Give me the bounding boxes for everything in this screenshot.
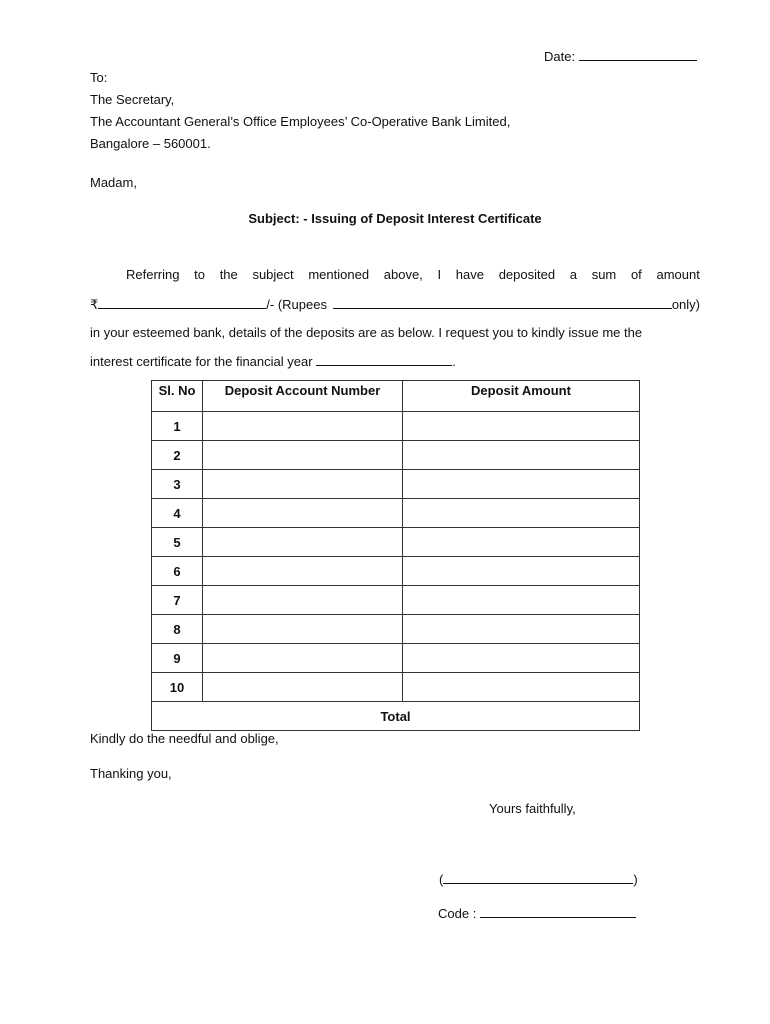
body-word: amount <box>656 267 700 282</box>
sl-no-cell: 6 <box>152 557 203 586</box>
sl-no-cell: 5 <box>152 528 203 557</box>
sl-no-cell: 7 <box>152 586 203 615</box>
table-row <box>152 615 640 644</box>
financial-year-label: interest certificate for the financial year <box>90 354 313 369</box>
account-number-cell[interactable] <box>203 470 403 499</box>
address-line-1: The Secretary, <box>90 92 175 107</box>
total-row <box>152 702 640 731</box>
body-word: to <box>194 267 205 282</box>
deposit-amount-cell[interactable] <box>403 557 640 586</box>
deposit-amount-cell[interactable] <box>403 673 640 702</box>
subject-line: Subject: - Issuing of Deposit Interest Certificate <box>248 211 542 226</box>
sl-no-cell: 4 <box>152 499 203 528</box>
deposit-amount-cell[interactable] <box>403 528 640 557</box>
sig-close-paren: ) <box>633 872 638 887</box>
account-number-cell[interactable] <box>203 644 403 673</box>
account-number-cell[interactable] <box>203 441 403 470</box>
body-word: I <box>437 267 442 282</box>
deposit-amount-cell[interactable] <box>403 586 640 615</box>
code-label: Code : <box>438 906 477 921</box>
sl-no-cell: 3 <box>152 470 203 499</box>
body-word: have <box>455 267 484 282</box>
yours-faithfully: Yours faithfully, <box>489 801 576 816</box>
deposit-amount-cell[interactable] <box>403 412 640 441</box>
signature-line <box>439 871 638 887</box>
header-account-number: Deposit Account Number <box>203 381 403 412</box>
body-word: a <box>569 267 577 282</box>
sl-no-cell: 8 <box>152 615 203 644</box>
deposit-amount-cell[interactable] <box>403 499 640 528</box>
sl-no-cell: 9 <box>152 644 203 673</box>
deposit-amount-cell[interactable] <box>403 644 640 673</box>
signature-field[interactable] <box>443 871 633 884</box>
body-line-4 <box>90 353 700 369</box>
table-row <box>152 441 640 470</box>
account-number-cell[interactable] <box>203 615 403 644</box>
account-number-cell[interactable] <box>203 412 403 441</box>
table-header-row <box>152 381 640 412</box>
date-field[interactable] <box>579 48 697 61</box>
table-row <box>152 412 640 441</box>
table-row <box>152 557 640 586</box>
body-line-2 <box>90 296 700 313</box>
header-deposit-amount: Deposit Amount <box>403 381 640 412</box>
body-line-3: in your esteemed bank, details of the deposits are as below. I request you to kindly issue me the <box>90 325 643 340</box>
deposit-amount-cell[interactable] <box>403 441 640 470</box>
table-row <box>152 499 640 528</box>
body-word: of <box>630 267 642 282</box>
needful-line: Kindly do the needful and oblige, <box>90 731 279 746</box>
body-word: Referring <box>126 267 180 282</box>
total-label: Total <box>152 702 640 731</box>
body-word: sum <box>591 267 617 282</box>
table-row <box>152 673 640 702</box>
period: . <box>452 354 456 369</box>
deposits-table <box>151 380 640 731</box>
deposit-amount-cell[interactable] <box>403 615 640 644</box>
date-label: Date: <box>544 49 576 64</box>
body-line-1 <box>90 267 700 282</box>
body-word: the <box>219 267 238 282</box>
amount-in-words-field[interactable] <box>333 296 672 309</box>
table-row <box>152 470 640 499</box>
table-row <box>152 644 640 673</box>
amount-field[interactable] <box>98 296 266 309</box>
thanking-line: Thanking you, <box>90 766 172 781</box>
code-field[interactable] <box>480 905 636 918</box>
body-word: subject <box>252 267 294 282</box>
address-line-3: Bangalore – 560001. <box>90 136 211 151</box>
header-sl-no: Sl. No <box>152 381 203 412</box>
rupee-symbol: ₹ <box>90 297 99 312</box>
table-row <box>152 528 640 557</box>
sig-open-paren: ( <box>439 872 444 887</box>
sl-no-cell: 10 <box>152 673 203 702</box>
sl-no-cell: 2 <box>152 441 203 470</box>
sl-no-cell: 1 <box>152 412 203 441</box>
rupees-label: /- (Rupees <box>266 297 327 312</box>
body-word: mentioned <box>308 267 370 282</box>
address-line-2: The Accountant General’s Office Employees’ Co-Operative Bank Limited, <box>90 114 511 129</box>
address-to: To: <box>90 70 108 85</box>
account-number-cell[interactable] <box>203 586 403 615</box>
body-word: above, <box>383 267 423 282</box>
financial-year-field[interactable] <box>316 353 452 366</box>
date-line <box>544 48 697 64</box>
account-number-cell[interactable] <box>203 528 403 557</box>
salutation: Madam, <box>90 175 137 190</box>
account-number-cell[interactable] <box>203 557 403 586</box>
table-row <box>152 586 640 615</box>
deposit-amount-cell[interactable] <box>403 470 640 499</box>
code-line <box>438 905 636 921</box>
body-word: deposited <box>498 267 556 282</box>
account-number-cell[interactable] <box>203 673 403 702</box>
only-label: only) <box>671 297 700 312</box>
account-number-cell[interactable] <box>203 499 403 528</box>
